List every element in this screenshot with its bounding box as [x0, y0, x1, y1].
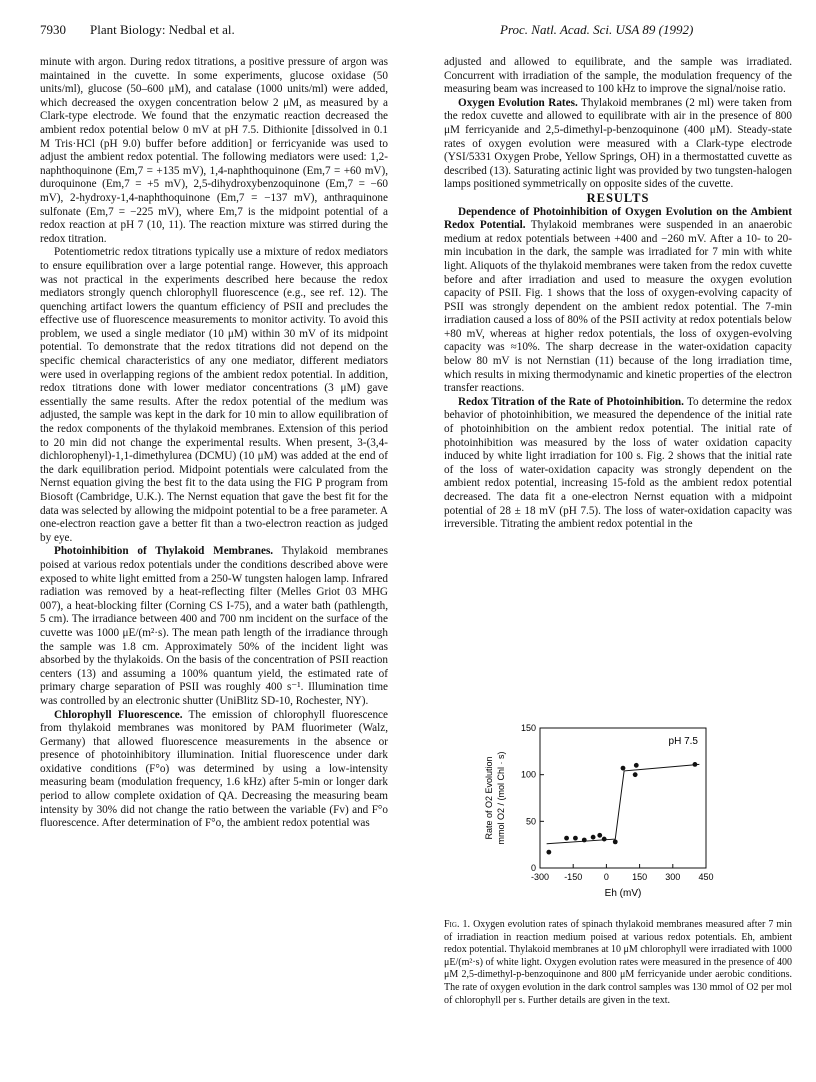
run-in-heading: Redox Titration of the Rate of Photoinhibition.	[458, 395, 684, 408]
paragraph: minute with argon. During redox titrations, a positive pressure of argon was maintained in the cuvette. In some experiments, glucose oxidase (50 units/ml), glucose (50–600 μM), and catalase (1000 units/ml) were added, which decreased the oxygen concentration below 2 μM, as measured by a Clark-type electrode. We found that the enzymatic reaction decreased the ambient redox potential below 0 mV at pH 7.5. Dithionite [dissolved in 0.1 M Tris·HCl (pH 9.0) buffer before addition] or ferricyanide was used to adjust the ambient redox potential. The following mediators were used: 1,2-naphthoquinone (Em,7 = +135 mV), 1,4-naphthoquinone (Em,7 = +60 mV), duroquinone (Em,7 = +5 mV), 2,5-dihydroxybenzoquinone (Em,7 = −60 mV), 2-hydroxy-1,4-naphthoquinone (Em,7 = −137 mV), anthraquinone sulfonate (Em,7 = −225 mV), where Em,7 is the midpoint potential of a redox reaction at pH 7 (10, 11). The reaction mixture was stirred during the redox titration.	[40, 56, 388, 245]
caption-label: Fig. 1.	[444, 919, 471, 930]
paragraph-text: Thylakoid membranes poised at various redox potentials under the conditions described above were exposed to white light emitted from a 250-W tungsten halogen lamp. Infrared radiation was removed by a heat-reflecting filter (Melles Griot 03 MHG 007), a heat-blocking filter (Corning CS I-75), and a water bath (pathlength, 5 cm). The irradiance between 400 and 700 nm incident on the surface of the cuvette was 1000 μE/(m²·s). The mean path length of the irradiance through the sample was 1.8 cm. Approximately 50% of the incident light was absorbed by the thylakoids. On the basis of the concentration of PSII reaction centers (13) and assuming a 100% quantum yield, the estimated rate of primary charge separation of PSII was roughly 400 s⁻¹. Illumination time was controlled by an electronic shutter (UniBlitz SD-10, Rochester, NY).	[40, 545, 388, 707]
y-axis-label: Rate of O2 Evolution	[484, 756, 494, 840]
data-point	[573, 836, 578, 841]
running-title: Plant Biology: Nedbal et al.	[90, 22, 235, 37]
right-column	[444, 56, 792, 532]
paragraph	[40, 709, 388, 831]
paragraph	[444, 206, 792, 396]
x-tick-label: 150	[632, 872, 648, 882]
data-point	[597, 833, 602, 838]
data-point	[582, 838, 587, 843]
x-tick-label: 450	[698, 872, 714, 882]
paragraph-text: The emission of chlorophyll fluorescence from thylakoid membranes was monitored by PAM fluorimeter (Walz, Germany) that allowed fluorescence measurements in the absence or presence of photoinhibitory illumination. Initial fluorescence under dark oxidative conditions (F°o) was determined by using a low-intensity measuring beam (modulation frequency, 1.6 kHz) after 5-min or longer dark period to allow complete oxidation of QA. Decreasing the measuring beam intensity by 30% did not change the ratio between the variable (Fv) and F°o fluorescence. After determination of F°o, the ambient redox potential was	[40, 708, 388, 830]
y-tick-label: 100	[520, 769, 536, 780]
data-point	[591, 835, 596, 840]
section-heading: RESULTS	[586, 190, 650, 205]
plot-frame	[540, 728, 706, 868]
data-point	[693, 762, 698, 767]
run-in-heading: Photoinhibition of Thylakoid Membranes.	[54, 545, 274, 558]
run-in-heading: Dependence of Photoinhibition of Oxygen Evolution on the Ambient Redox Potential.	[444, 205, 792, 232]
paragraph-text: Thylakoid membranes were suspended in an anaerobic medium at redox potentials between +400 and −260 mV. After a 10- to 20-min incubation in the dark, the sample was irradiated for 7 min with white light. Aliquots of the thylakoid membranes were taken from the redox cuvette before and after irradiation and used to measure the oxygen evolution capacity of PSII. Fig. 1 shows that the loss of oxygen-evolving capacity of PSII was strongly dependent on the ambient redox potential. The 7-min irradiation caused a loss of 80% of the PSII activity at redox potentials below +80 mV, whereas at higher redox potentials, the loss of oxygen-evolving capacity was ≈10%. The sharp decrease in the water-oxidation capacity below 80 mV is not Nernstian (11) because of the long irradiation time, which results in mixing thermodynamic and kinetic properties of the electron transfer reactions.	[444, 219, 792, 395]
data-point	[564, 836, 569, 841]
data-point	[634, 763, 639, 768]
paragraph: Potentiometric redox titrations typically use a mixture of redox mediators to ensure equilibration over a large potential range. However, this approach was not practical in the experiments described here because the redox mediators strongly quench chlorophyll fluorescence (e.g., see ref. 12). The quenching artifact lowers the quantum efficiency of PSII and precludes the effective use of fluorescence measurements to monitor activity. To avoid this problem, we used a single mediator (10 μM) within 30 mV of its midpoint potential. To demonstrate that the redox titrations did not depend on the specific chemical characteristics of any one mediator, different mediators were used in overlapping regions of the ambient redox potential. In addition, redox titrations done with lower mediator concentrations (3 μM) gave essentially the same results. After the redox potential of the medium was adjusted, the sample was kept in the dark for 10 min to allow equilibration of the redox components of the thylakoid membranes. Extension of this period to 20 min did not change the experimental results. When present, 3-(3,4-dichlorophenyl)-1,1-dimethylurea (DCMU) (10 μM) was added at the end of the dark equilibration period. Midpoint potentials were calculated from the Nernst equation giving the best fit to the data using the FIG P program from Biosoft (Cambridge, U.K.). The Nernst equation that gave the best fit for the data was selected by allowing the midpoint potential to be a free parameter. A one-electron reaction gave a better fit than a two-electron reaction as judged by eye.	[40, 246, 388, 544]
y-tick-label: 0	[530, 863, 536, 873]
page-number: 7930	[40, 22, 66, 37]
y-tick-label: 150	[520, 723, 536, 733]
run-in-heading: Chlorophyll Fluorescence.	[54, 708, 183, 721]
left-column	[40, 56, 388, 831]
figure-1-chart	[478, 718, 718, 918]
chart-annotation: pH 7.5	[668, 736, 698, 747]
x-tick-label: 300	[665, 872, 681, 882]
data-point	[546, 850, 551, 855]
paragraph	[40, 545, 388, 708]
x-tick-label: -300	[530, 872, 550, 882]
data-point	[602, 837, 607, 842]
journal-citation: Proc. Natl. Acad. Sci. USA 89 (1992)	[500, 22, 694, 37]
y-tick-label: 50	[525, 816, 536, 827]
paragraph	[444, 396, 792, 532]
data-point	[633, 772, 638, 777]
y-axis-label: mmol O2 / (mol Chl · s)	[496, 751, 506, 845]
paragraph-text: To determine the redox behavior of photoinhibition, we measured the dependence of the initial rate of photoinhibition on the ambient redox potential. The initial rate of photoinhibition was measured by the loss of water oxidation capacity induced by white light irradiation for 100 s. Fig. 2 shows that the initial rate of the loss of water-oxidation capacity was strongly dependent on the ambient redox potential, increasing 15-fold as the ambient redox potential decreased. The data fit a one-electron Nernst equation with a midpoint potential of 28 ± 18 mV (pH 7.5). The loss of water-oxidation capacity was irreversible. Titrating the ambient redox potential in the	[444, 395, 792, 531]
data-point	[621, 766, 626, 771]
figure-caption	[444, 919, 792, 1007]
caption-text: Oxygen evolution rates of spinach thylakoid membranes measured after 7 min of irradiation in reaction medium poised at various redox potentials. Eh, ambient redox potential. Thylakoid membranes at 10 μM chlorophyll were irradiated with 1000 μE/(m²·s) of white light. Oxygen evolution rates were measured in the presence of 400 μM 2,5-dimethyl-p-benzoquinone and 800 μM ferricyanide under aerobic conditions. The rate of oxygen evolution in the dark control samples was 130 mmol of O2 per mol of chlorophyll per s. Further details are given in the text.	[444, 919, 792, 1006]
x-axis-label: Eh (mV)	[604, 888, 642, 899]
paragraph-text: Thylakoid membranes (2 ml) were taken from the redox cuvette and allowed to equilibrate with air in the presence of 800 μM ferricyanide and 2,5-dimethyl-p-benzoquinone (400 μM). Steady-state rates of oxygen evolution were measured with a Clark-type electrode (YSI/5331 Oxygen Probe, Yellow Springs, OH) in a thermostatted cuvette as described (13). Saturating actinic light was provided by two tungsten-halogen lamps positioned symmetrically on opposite sides of the cuvette.	[444, 96, 792, 191]
data-point	[613, 839, 618, 844]
fit-line	[547, 764, 700, 843]
run-in-heading: Oxygen Evolution Rates.	[458, 96, 578, 109]
x-tick-label: -150	[564, 872, 583, 882]
x-tick-label: 0	[603, 872, 609, 882]
paragraph: adjusted and allowed to equilibrate, and the sample was irradiated. Concurrent with irradiation of the sample, the modulation frequency of the measuring beam was increased to 100 kHz to improve the signal/noise ratio.	[444, 56, 792, 96]
paragraph	[444, 97, 792, 192]
